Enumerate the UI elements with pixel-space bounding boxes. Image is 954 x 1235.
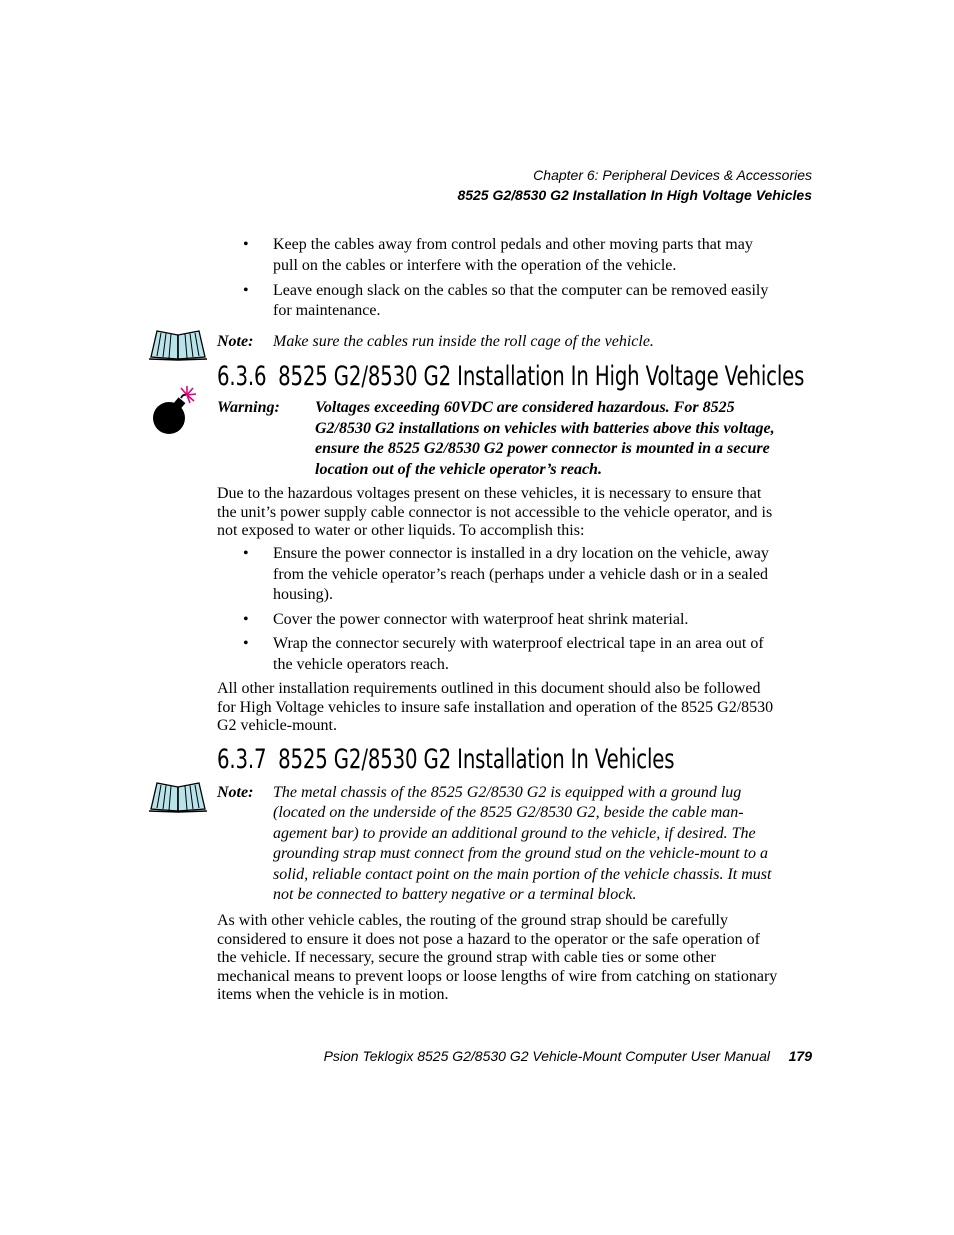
bullet-marker: • (243, 545, 249, 562)
section-title: 8525 G2/8530 G2 Installation In High Voltage Vehicles (278, 361, 805, 392)
bullet-marker: • (243, 282, 249, 299)
bomb-icon (150, 386, 204, 438)
footer-manual-title: Psion Teklogix 8525 G2/8530 G2 Vehicle-Mount Computer User Manual (323, 1048, 770, 1064)
section-heading-6-3-7 (217, 745, 674, 775)
section-heading-6-3-6 (217, 362, 804, 392)
note-label: Note: (217, 333, 254, 350)
section-title: 8525 G2/8530 G2 Installation In Vehicles (278, 744, 675, 775)
section-number: 6.3.7 (217, 744, 267, 775)
open-book-icon (147, 328, 209, 361)
page-number: 179 (788, 1048, 812, 1064)
warning-label: Warning: (217, 399, 280, 416)
list-item: Wrap the connector securely with waterproof electrical tape in an area out of the vehicle operators reach. (273, 635, 764, 673)
running-header-section: 8525 G2/8530 G2 Installation In High Voltage Vehicles (457, 187, 812, 203)
running-header-chapter: Chapter 6: Peripheral Devices & Accessories (533, 167, 812, 183)
section-number: 6.3.6 (217, 361, 267, 392)
list-item: Keep the cables away from control pedals and other moving parts that may pull on the cables or interfere with the operation of the vehicle. (273, 236, 753, 274)
list-item: Leave enough slack on the cables so that the computer can be removed easily for maintenance. (273, 282, 769, 319)
open-book-icon (147, 780, 209, 813)
warning-text: Voltages exceeding 60VDC are considered hazardous. For 8525 G2/8530 G2 installations on vehicles with batteries above this voltage, ensure the 8525 G2/8530 G2 power connector is mounted in a secure location out of the vehicle operator’s reach. (315, 399, 775, 478)
list-item: Cover the power connector with waterproof heat shrink material. (273, 611, 689, 628)
note-label: Note: (217, 784, 254, 801)
note-text: The metal chassis of the 8525 G2/8530 G2 is equipped with a ground lug (located on the underside of the 8525 G2/8530 G2, beside the cable man-agement bar) to provide an additional ground to the vehicle, if desired. The grounding strap must connect from the ground stud on the vehicle-mount to a solid, reliable contact point on the main portion of the vehicle chassis. It must not be connected to battery negative or a terminal block. (273, 784, 772, 904)
bullet-marker: • (243, 635, 249, 652)
body-paragraph: All other installation requirements outlined in this document should also be followed for High Voltage vehicles to insure safe installation and operation of the 8525 G2/8530 G2 vehicle-mount. (217, 680, 774, 734)
body-paragraph: As with other vehicle cables, the routing of the ground strap should be carefully considered to ensure it does not pose a hazard to the operator or the safe operation of the vehicle. If necessary, secure the ground strap with cable ties or some other mechanical means to prevent loops or loose lengths of wire from catching on stationary items when the vehicle is in motion. (217, 912, 778, 1004)
bullet-marker: • (243, 236, 249, 253)
bullet-marker: • (243, 611, 249, 628)
note-text: Make sure the cables run inside the roll cage of the vehicle. (273, 333, 654, 350)
list-item: Ensure the power connector is installed in a dry location on the vehicle, away from the vehicle operator’s reach (perhaps under a vehicle dash or in a sealed housing). (273, 545, 769, 603)
body-paragraph: Due to the hazardous voltages present on these vehicles, it is necessary to ensure that the unit’s power supply cable connector is not accessible to the vehicle operator, and is not exposed to water or other liquids. To accomplish this: (217, 485, 773, 539)
